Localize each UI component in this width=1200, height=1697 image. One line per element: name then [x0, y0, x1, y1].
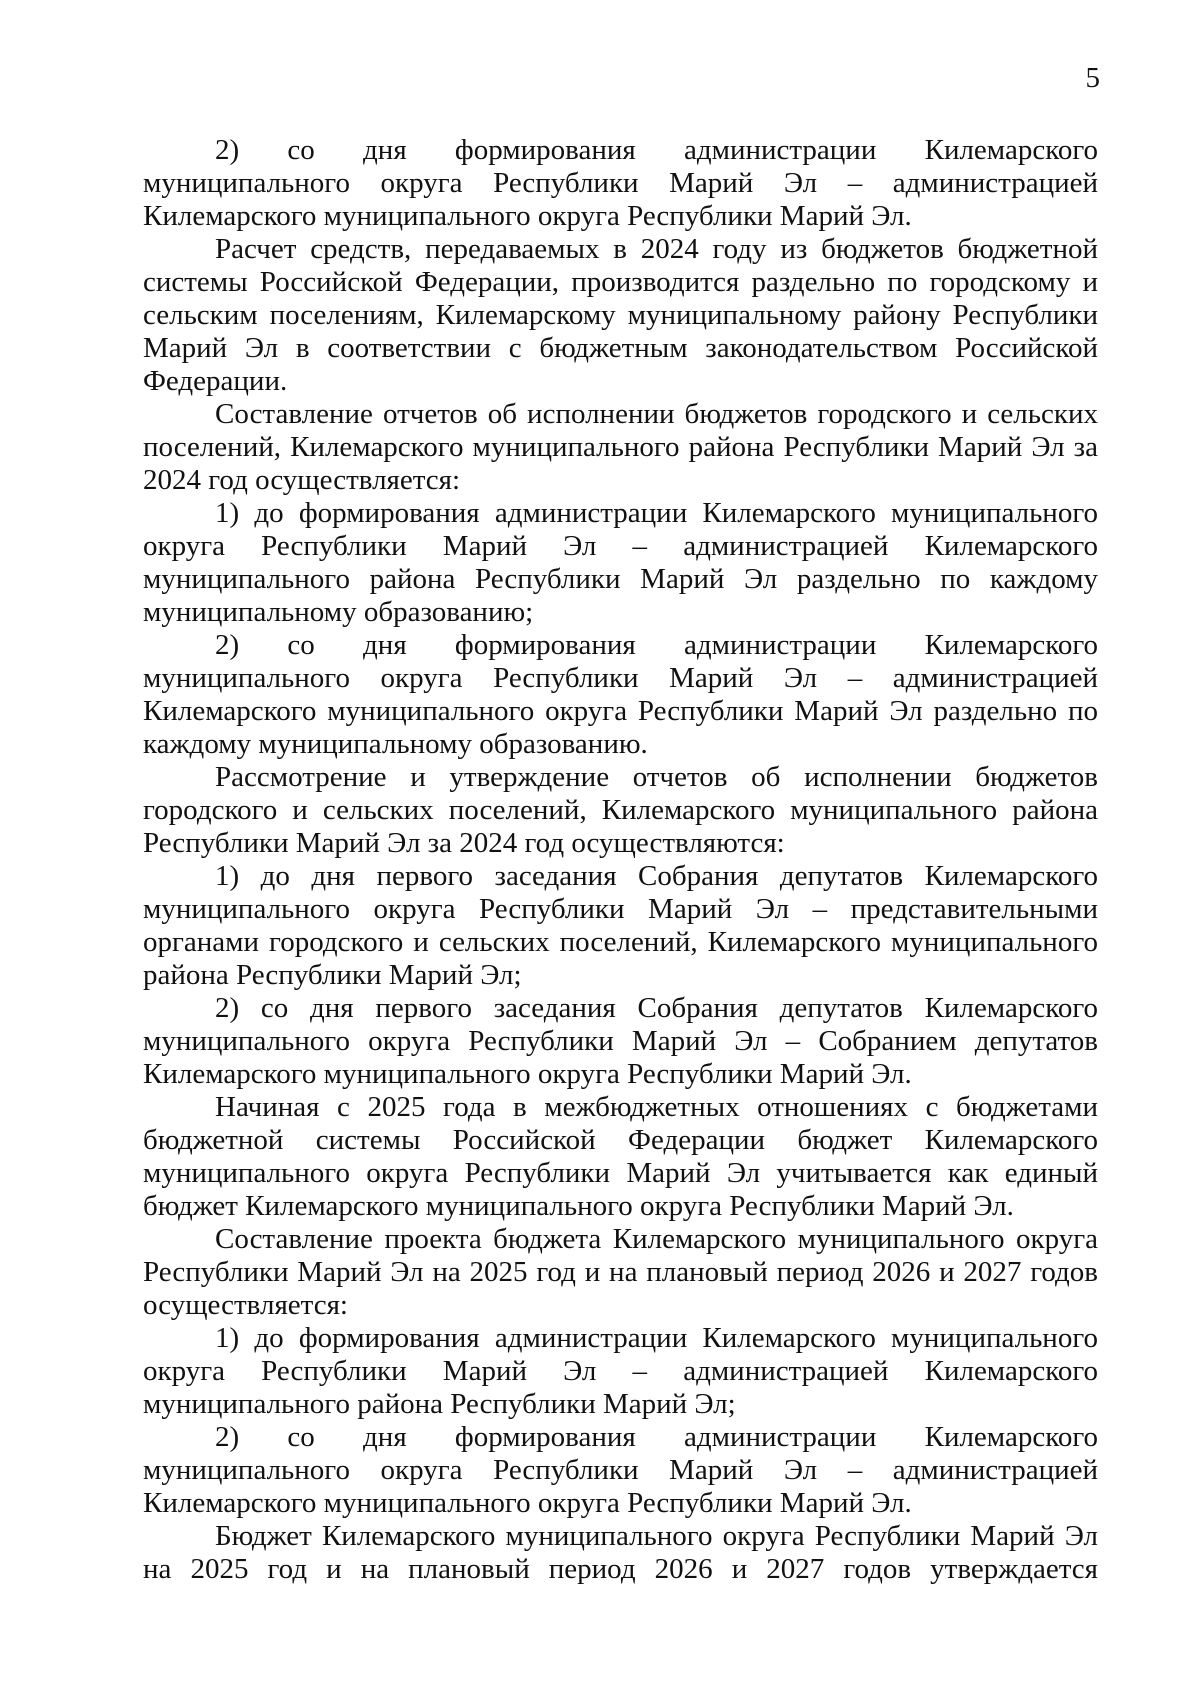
paragraph: 1) до формирования администрации Килемарского муниципального округа Республики Марий Эл – администрацией Килемарского муниципального района Республики Марий Эл раздельно по каждому муниципальному образованию;	[143, 497, 1098, 628]
paragraph: Расчет средств, передаваемых в 2024 году из бюджетов бюджетной системы Российской Федерации, производится раздельно по городскому и сельским поселениям, Килемарскому муниципальному району Республики Марий Эл в соответствии с бюджетным законодательством Российской Федерации.	[143, 233, 1098, 397]
paragraph: Составление проекта бюджета Килемарского муниципального округа Республики Марий Эл на 2025 год и на плановый период 2026 и 2027 годов осуществляется:	[143, 1223, 1098, 1321]
paragraph: 2) со дня формирования администрации Килемарского муниципального округа Республики Марий Эл – администрацией Килемарского муниципального округа Республики Марий Эл.	[143, 134, 1098, 232]
page-number: 5	[1085, 62, 1100, 94]
paragraph: 2) со дня формирования администрации Килемарского муниципального округа Республики Марий Эл – администрацией Килемарского муниципального округа Республики Марий Эл раздельно по каждому муниципальному образованию.	[143, 629, 1098, 760]
paragraph: Рассмотрение и утверждение отчетов об исполнении бюджетов городского и сельских поселений, Килемарского муниципального района Республики Марий Эл за 2024 год осуществляются:	[143, 761, 1098, 859]
paragraph-last: Бюджет Килемарского муниципального округа Республики Марий Эл на 2025 год и на плановый период 2026 и 2027 годов утверждается	[143, 1520, 1098, 1585]
paragraph: 1) до формирования администрации Килемарского муниципального округа Республики Марий Эл – администрацией Килемарского муниципального района Республики Марий Эл;	[143, 1322, 1098, 1420]
paragraph: 2) со дня первого заседания Собрания депутатов Килемарского муниципального округа Республики Марий Эл – Собранием депутатов Килемарского муниципального округа Республики Марий Эл.	[143, 992, 1098, 1090]
paragraph: 2) со дня формирования администрации Килемарского муниципального округа Республики Марий Эл – администрацией Килемарского муниципального округа Республики Марий Эл.	[143, 1421, 1098, 1519]
paragraph: Начиная с 2025 года в межбюджетных отношениях с бюджетами бюджетной системы Российской Федерации бюджет Килемарского муниципального округа Республики Марий Эл учитывается как единый бюджет Килемарского муниципального округа Республики Марий Эл.	[143, 1091, 1098, 1222]
paragraph: 1) до дня первого заседания Собрания депутатов Килемарского муниципального округа Республики Марий Эл – представительными органами городского и сельских поселений, Килемарского муниципального района Республики Марий Эл;	[143, 860, 1098, 991]
document-body	[143, 134, 1098, 1586]
paragraph: Составление отчетов об исполнении бюджетов городского и сельских поселений, Килемарского муниципального района Республики Марий Эл за 2024 год осуществляется:	[143, 398, 1098, 496]
